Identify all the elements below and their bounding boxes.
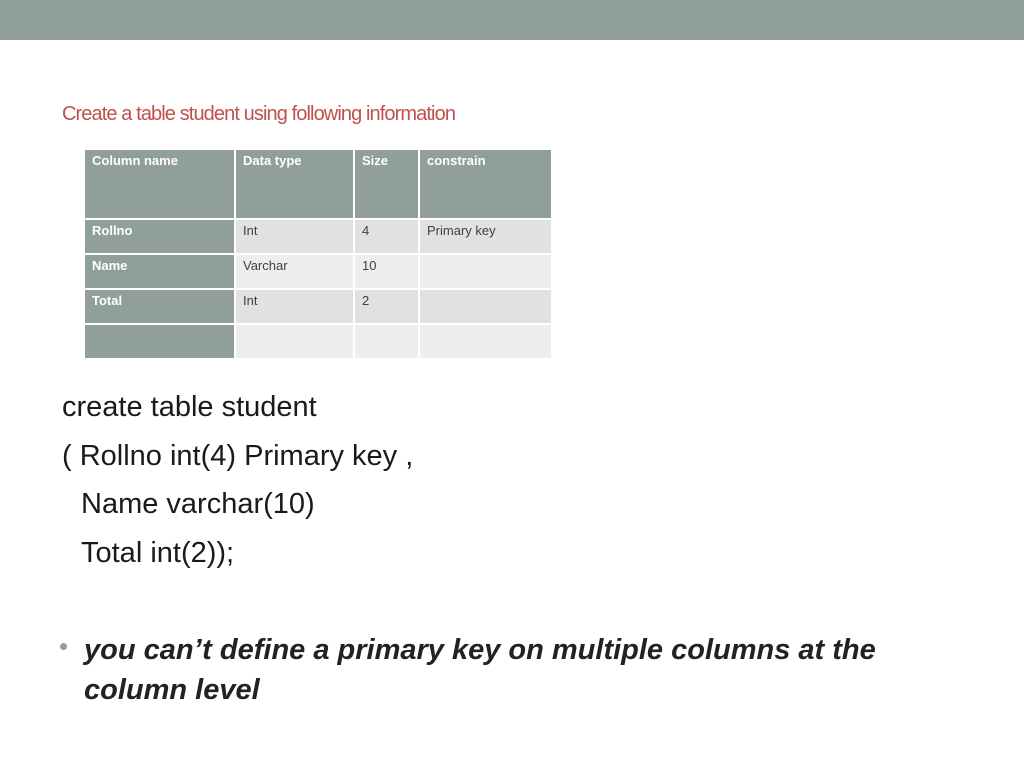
table-row (85, 220, 551, 253)
top-bar (0, 0, 1024, 40)
note-bullet (60, 630, 980, 710)
table-row (85, 255, 551, 288)
table-header-row (85, 150, 551, 218)
sql-code-block (62, 383, 413, 577)
header-cell: constrain (420, 150, 551, 218)
table-row (85, 325, 551, 358)
note-text: you can’t define a primary key on multiple columns at the column level (84, 634, 876, 706)
row-name-cell: Total (85, 290, 234, 323)
table-row (85, 290, 551, 323)
row-name-cell (85, 325, 234, 358)
header-cell: Size (355, 150, 418, 218)
row-type-cell: Varchar (236, 255, 353, 288)
row-type-cell: Int (236, 290, 353, 323)
code-line: Total int(2)); (81, 536, 235, 569)
row-type-cell (236, 325, 353, 358)
row-constraint-cell (420, 255, 551, 288)
row-size-cell (355, 325, 418, 358)
row-size-cell: 4 (355, 220, 418, 253)
row-name-cell: Rollno (85, 220, 234, 253)
code-line: Name varchar(10) (81, 488, 315, 520)
code-line: create table student (62, 391, 317, 423)
column-info-table (83, 148, 553, 360)
header-cell: Column name (85, 150, 234, 218)
row-constraint-cell (420, 325, 551, 358)
row-type-cell: Int (236, 220, 353, 253)
code-line: ( Rollno int(4) Primary key , (62, 439, 414, 472)
slide-title: Create a table student using following information (62, 103, 456, 125)
row-size-cell: 10 (355, 255, 418, 288)
row-constraint-cell: Primary key (420, 220, 551, 253)
header-cell: Data type (236, 150, 353, 218)
row-name-cell: Name (85, 255, 234, 288)
row-size-cell: 2 (355, 290, 418, 323)
bullet-dot-icon (60, 643, 67, 650)
row-constraint-cell (420, 290, 551, 323)
